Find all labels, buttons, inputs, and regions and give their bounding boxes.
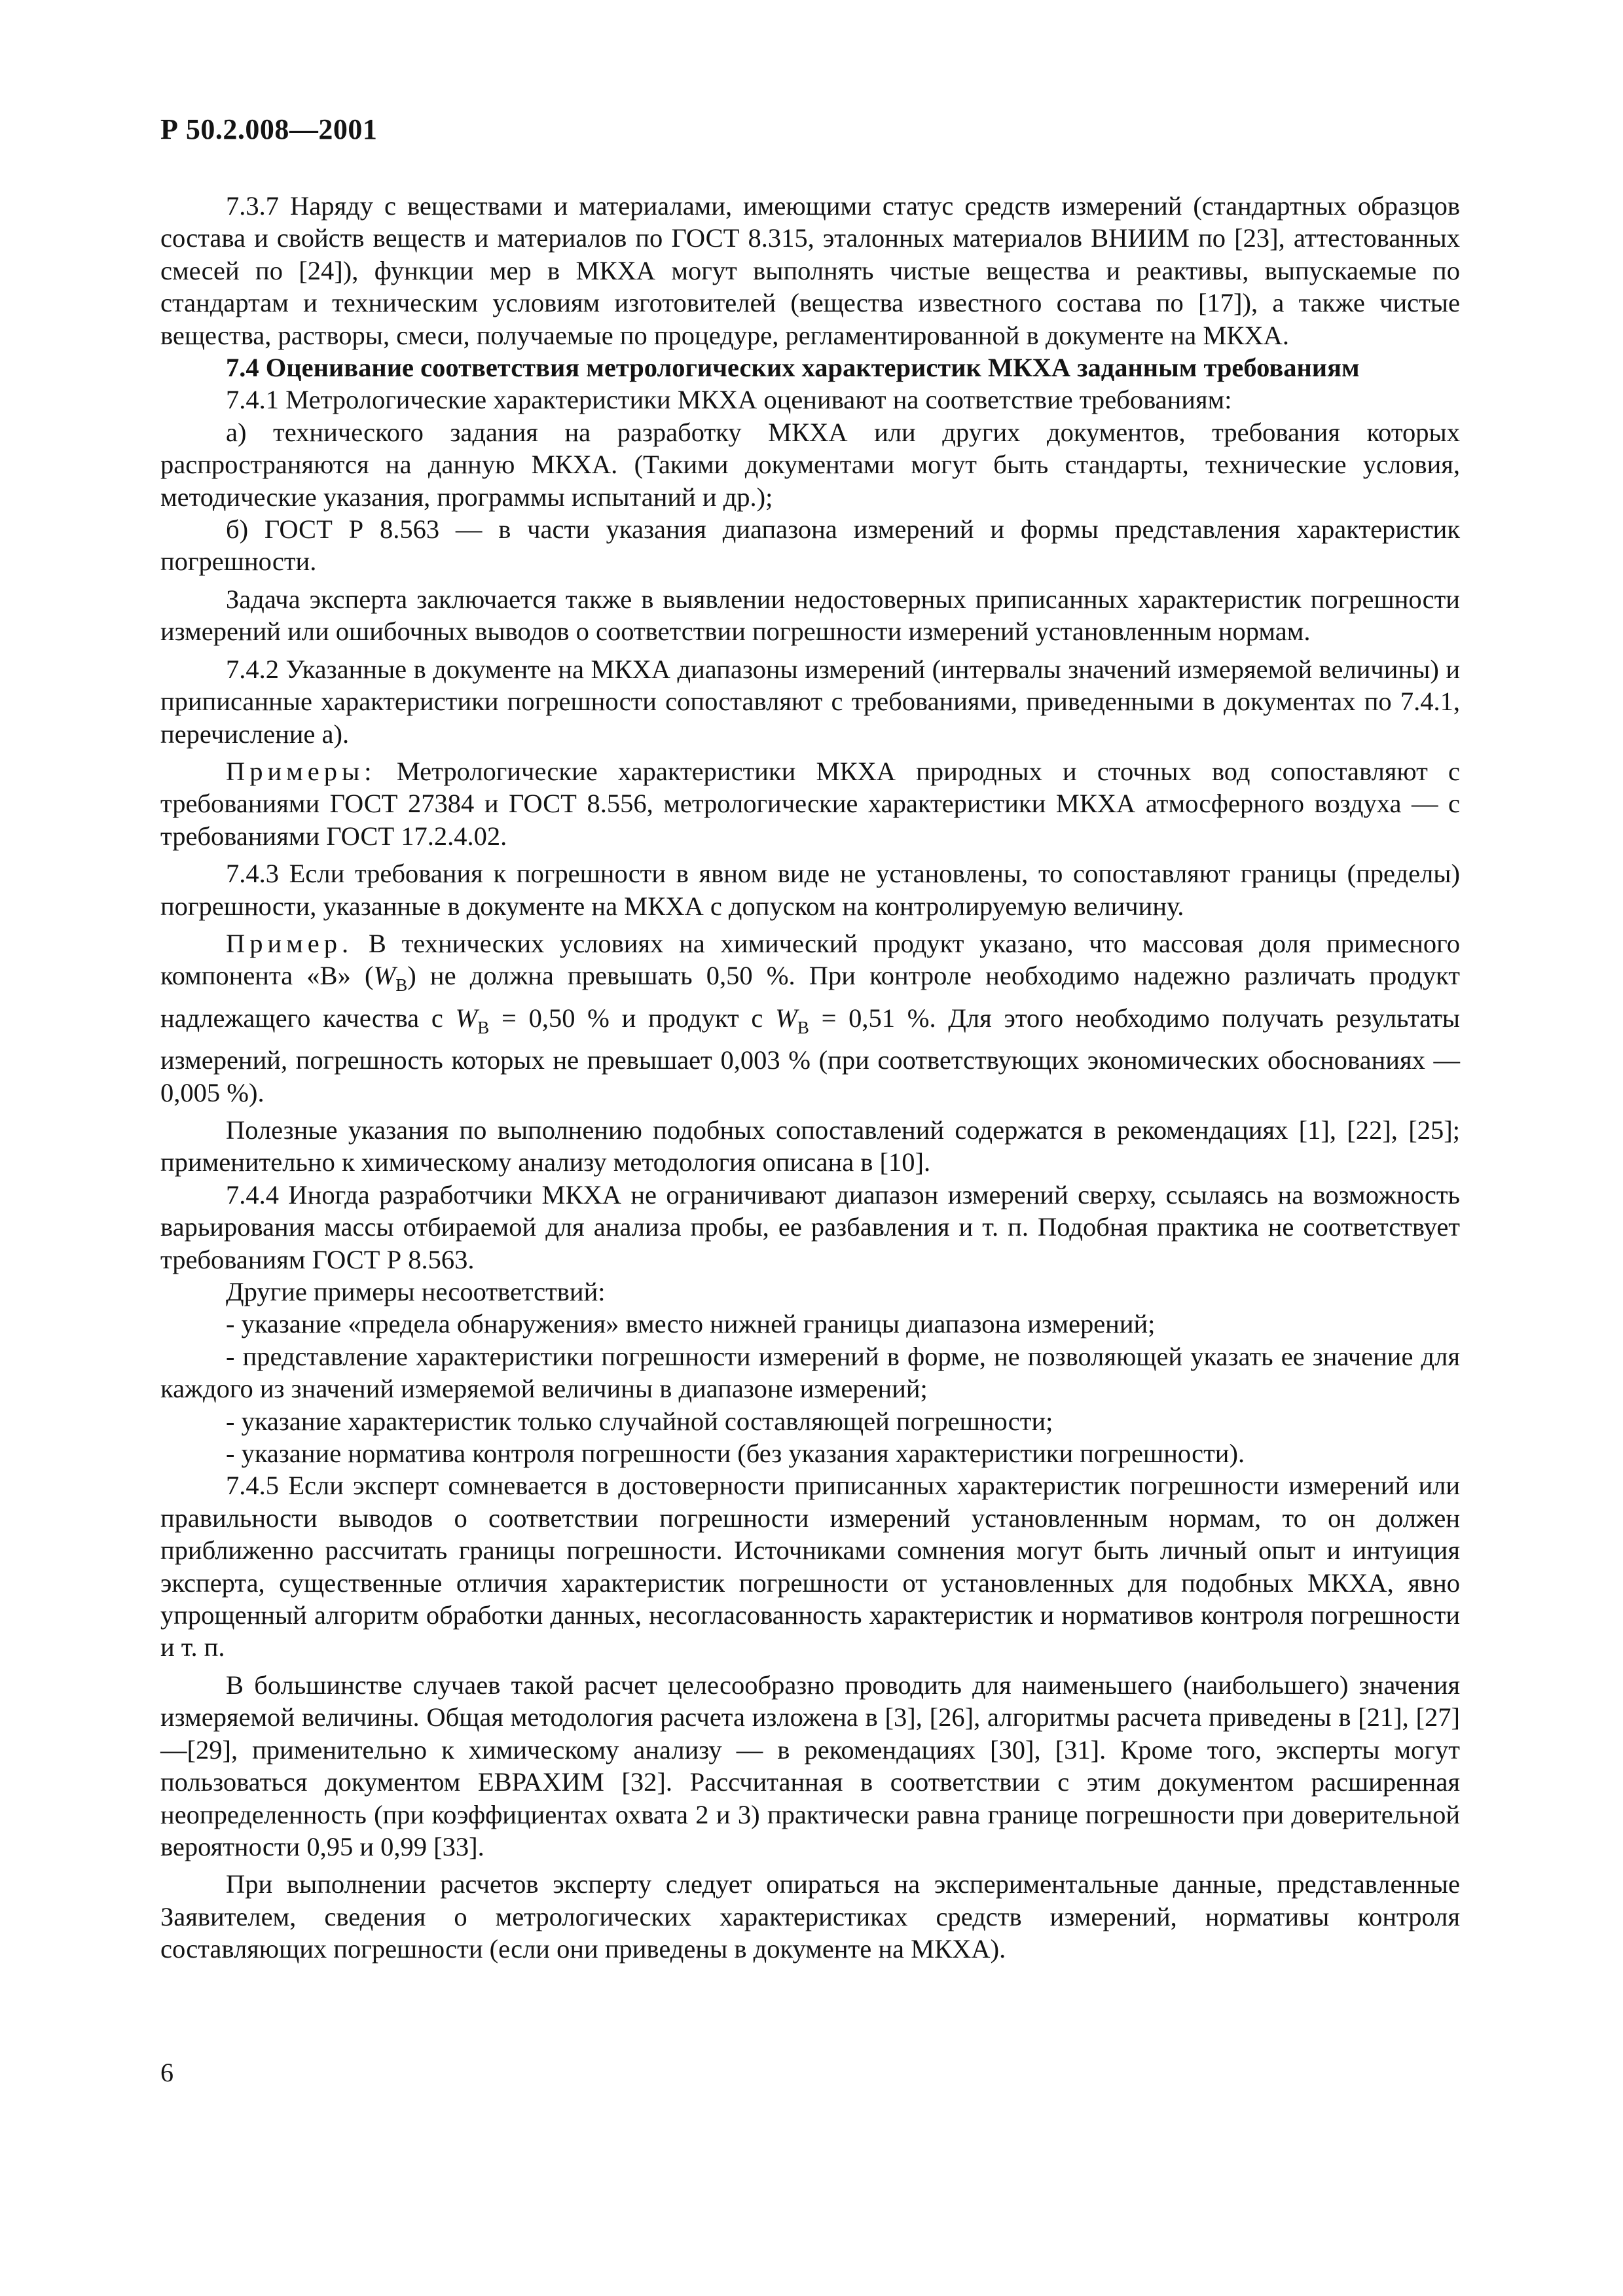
list-item: - указание характеристик только случайной составляющей погрешности; (226, 1406, 1053, 1436)
document-body (160, 190, 1460, 1965)
paragraph: Полезные указания по выполнению подобных сопоставлений содержатся в рекомендациях [1], [22], [25]; применительно к химическому анализу методология описана в [10]. (160, 1115, 1460, 1177)
example-label: Пример. (226, 928, 354, 958)
paragraph: 7.4.2 Указанные в документе на МКХА диапазоны измерений (интервалы значений измеряемой величины) и приписанные характеристики погрешности сопоставляют с требованиями, приведенными в документах по 7.4.1, перечисление а). (160, 654, 1460, 749)
paragraph: Другие примеры несоответствий: (226, 1277, 606, 1306)
variable-w: $W_В$ (373, 961, 408, 996)
list-item: - указание «предела обнаружения» вместо нижней границы диапазона измерений; (226, 1309, 1156, 1339)
list-item: - указание норматива контроля погрешности (без указания характеристики погрешности). (226, 1439, 1245, 1469)
paragraph: 7.3.7 Наряду с веществами и материалами, имеющими статус средств измерений (стандартных образцов состава и свойств веществ и материалов по ГОСТ 8.315, эталонных материалов ВНИИМ по [23], аттестованных смесей по [24]), функции мер в МКХА могут выполнять чистые вещества и реактивы, выпускаемые по стандартам и техническим условиям изготовителей (вещества известного состава по [17]), а также чистые вещества, растворы, смеси, получаемые по процедуре, регламентированной в документе на МКХА. (160, 191, 1460, 350)
paragraph: При выполнении расчетов эксперту следует опираться на экспериментальные данные, представленные Заявителем, сведения о метрологических характеристиках средств измерений, нормативы контроля составляющих погрешности (если они приведены в документе на МКХА). (160, 1869, 1460, 1964)
paragraph: 7.4.3 Если требования к погрешности в явном виде не установлены, то сопоставляют границы (пределы) погрешности, указанные в документе на МКХА с допуском на контролируемую величину. (160, 859, 1460, 921)
examples-note (160, 755, 1460, 852)
example-note: Пример. В технических условиях на химический продукт указано, что массовая доля примесного компонента «В» $(W_В)$ не должна превышать 0,50 %. При контроле необходимо надежно различать продукт надлежащего качества с $W_В = 0,50$ % и продукт с $W_В = 0,51$ %. Для этого необходимо получать результаты измерений, погрешность которых не превышает 0,003 % (при соответствующих экономических обоснованиях — 0,005 %). (160, 928, 1460, 1107)
paragraph: 7.4.1 Метрологические характеристики МКХА оценивают на соответствие требованиям: (226, 385, 1232, 415)
list-item: а) технического задания на разработку МКХА или других документов, требования которых распространяются на данную МКХА. (Такими документами могут быть стандарты, технические условия, методические указания, программы испытаний и др.); (160, 417, 1460, 512)
list-item: - представление характеристики погрешности измерений в форме, не позволяющей указать ее значение для каждого из значений измеряемой величины в диапазоне измерений; (160, 1341, 1460, 1404)
page-number: 6 (160, 2058, 173, 2087)
list-item: б) ГОСТ Р 8.563 — в части указания диапазона измерений и формы представления характеристик погрешности. (160, 514, 1460, 577)
variable-w: $W_В$ (455, 1003, 490, 1037)
section-heading: 7.4 Оценивание соответствия метрологических характеристик МКХА заданным требованиям (226, 353, 1360, 383)
variable-w: $W_В$ (775, 1003, 809, 1037)
paragraph: Задача эксперта заключается также в выявлении недостоверных приписанных характеристик погрешности измерений или ошибочных выводов о соответствии погрешности измерений установленным нормам. (160, 584, 1460, 647)
document-header: Р 50.2.008—2001 (160, 113, 378, 145)
paragraph: В большинстве случаев такой расчет целесообразно проводить для наименьшего (наибольшего) значения измеряемой величины. Общая методология расчета изложена в [3], [26], алгоритмы расчета приведены в [21], [27]—[29], применительно к химическому анализу — в рекомендациях [30], [31]. Кроме того, эксперты могут пользоваться документом ЕВРАХИМ [32]. Рассчитанная в соответствии с этим документом расширенная неопределенность (при коэффициентах охвата 2 и 3) практически равна границе погрешности при доверительной вероятности 0,95 и 0,99 [33]. (160, 1670, 1460, 1861)
paragraph: 7.4.5 Если эксперт сомневается в достоверности приписанных характеристик погрешности измерений или правильности выводов о соответствии погрешности измерений установленным нормам, то он должен приближенно рассчитать границы погрешности. Источниками сомнения могут быть личный опыт и интуиция эксперта, существенные отличия характеристик погрешности от установленных для подобных МКХА, явно упрощенный алгоритм обработки данных, несогласованность характеристик и нормативов контроля погрешности и т. п. (160, 1471, 1460, 1662)
examples-label: Примеры: (226, 756, 376, 786)
paragraph: 7.4.4 Иногда разработчики МКХА не ограничивают диапазон измерений сверху, ссылаясь на возможность варьирования массы отбираемой для анализа пробы, ее разбавления и т. п. Подобная практика не соответствует требованиям ГОСТ Р 8.563. (160, 1179, 1460, 1274)
examples-text: Метрологические характеристики МКХА природных и сточных вод сопоставляют с требованиями ГОСТ 27384 и ГОСТ 8.556, метрологические характеристики МКХА атмосферного воздуха — с требованиями ГОСТ 17.2.4.02. (160, 756, 1461, 851)
